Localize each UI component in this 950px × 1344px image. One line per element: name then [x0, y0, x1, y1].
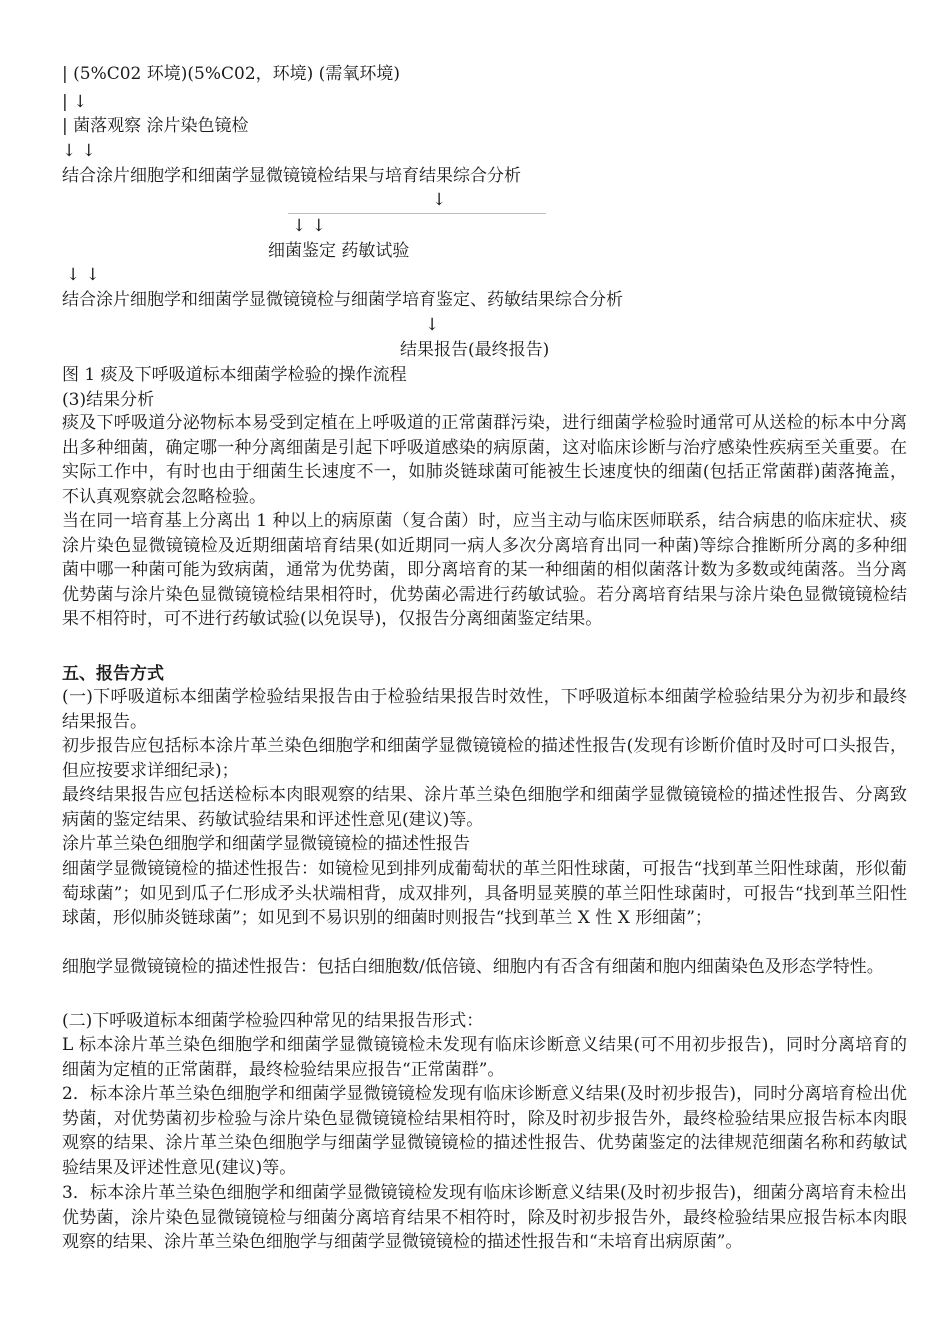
flow-line-environments: | (5%C02 环境)(5%C02，环境) (需氧环境) [62, 64, 400, 84]
flow-arrow-down: ↓ ↓ [62, 141, 96, 161]
flow-arrow-down: ↓ [432, 190, 447, 210]
paragraph-bacteriology-report: 细菌学显微镜镜检的描述性报告：如镜检见到排列成葡萄状的革兰阳性球菌，可报告“找到革兰阳性球菌，形似葡萄球菌”；如见到瓜子仁形成矛头状端相背，成双排列，具备明显荚膜的革兰阳性球菌时，可报告“找到革兰阳性球菌，形似肺炎链球菌”；如见到不易识别的细菌时则报告“找到革兰 X 性 X 形细菌”； [62, 859, 907, 929]
paragraph-result-analysis: 痰及下呼吸道分泌物标本易受到定植在上呼吸道的正常菌群污染，进行细菌学检验时通常可从送检的标本中分离出多种细菌，确定哪一种分离细菌是引起下呼吸道感染的病原菌，这对临床诊断与治疗感染性疾病至关重要。在实际工作中，有时也由于细菌生长速度不一，如肺炎链球菌可能被生长速度快的细菌(包括正常菌群)菌落掩盖，不认真观察就会忽略检验。 [62, 413, 907, 507]
paragraph-report-timing: (一)下呼吸道标本细菌学检验结果报告由于检验结果报告时效性，下呼吸道标本细菌学检验结果分为初步和最终结果报告。 [62, 687, 907, 732]
flow-arrow-down: ↓ [425, 315, 440, 335]
paragraph-form-2: 2．标本涂片革兰染色细胞学和细菌学显微镜镜检发现有临床诊断意义结果(及时初步报告)，同时分离培育检出优势菌，对优势菌初步检验与涂片染色显微镜镜检结果相符时，除及时初步报告外，最终检验结果应报告标本肉眼观察的结果、涂片革兰染色细胞学与细菌学显微镜镜检的描述性报告、优势菌鉴定的法律规范细菌名称和药敏试验结果及评述性意见(建议)等。 [62, 1084, 907, 1178]
paragraph-multiple-pathogens: 当在同一培育基上分离出 1 种以上的病原菌（复合菌）时，应当主动与临床医师联系，结合病患的临床症状、痰涂片染色显微镜镜检及近期细菌培育结果(如近期同一病人多次分离培育出同一种菌)等综合推断所分离的多种细菌中哪一种菌可能为致病菌，通常为优势菌，即分离培育的某一种细菌的相似菌落计数为多数或纯菌落。当分离优势菌与涂片染色显微镜镜检结果相符时，优势菌必需进行药敏试验。若分离培育结果与涂片染色显微镜镜检结果不相符时，可不进行药敏试验(以免误导)，仅报告分离细菌鉴定结果。 [62, 511, 907, 630]
paragraph-form-3: 3．标本涂片革兰染色细胞学和细菌学显微镜镜检发现有临床诊断意义结果(及时初步报告)，细菌分离培育未检出优势菌，涂片染色显微镜镜检与细菌分离培育结果不相符时，除及时初步报告外，最终检验结果应报告标本肉眼观察的结果、涂片革兰染色细胞学与细菌学显微镜镜检的描述性报告和“未培育出病原菌”。 [62, 1183, 907, 1253]
paragraph-form-1: L 标本涂片革兰染色细胞学和细菌学显微镜镜检未发现有临床诊断意义结果(可不用初步报告)，同时分离培育的细菌为定植的正常菌群，最终检验结果应报告“正常菌群”。 [62, 1035, 907, 1080]
flow-arrow-down: ↓ ↓ [292, 216, 326, 236]
paragraph-smear-heading: 涂片革兰染色细胞学和细菌学显微镜镜检的描述性报告 [62, 834, 470, 854]
section-heading-report-method: 五、报告方式 [62, 664, 164, 684]
figure-caption: 图 1 痰及下呼吸道标本细菌学检验的操作流程 [62, 365, 407, 385]
flow-line-final-analysis: 结合涂片细胞学和细菌学显微镜镜检与细菌学培育鉴定、药敏结果综合分析 [62, 290, 623, 310]
flow-line-combined-analysis: 结合涂片细胞学和细菌学显微镜镜检结果与培育结果综合分析 [62, 166, 521, 186]
flow-arrow-down: ↓ ↓ [66, 265, 100, 285]
paragraph-four-forms: (二)下呼吸道标本细菌学检验四种常见的结果报告形式： [62, 1011, 484, 1031]
flow-divider-line [288, 213, 546, 214]
subsection-title: (3)结果分析 [62, 390, 155, 410]
flow-arrow-down: | ↓ [62, 92, 88, 112]
flow-line-observation: | 菌落观察 涂片染色镜检 [62, 116, 249, 136]
flow-line-identification: 细菌鉴定 药敏试验 [268, 241, 410, 261]
paragraph-cytology-report: 细胞学显微镜镜检的描述性报告：包括白细胞数/低倍镜、细胞内有否含有细菌和胞内细菌染色及形态学特性。 [62, 957, 884, 977]
paragraph-preliminary-report: 初步报告应包括标本涂片革兰染色细胞学和细菌学显微镜镜检的描述性报告(发现有诊断价值时及时可口头报告，但应按要求详细纪录)； [62, 736, 907, 781]
flow-line-final-report: 结果报告(最终报告) [400, 340, 550, 360]
paragraph-final-report: 最终结果报告应包括送检标本肉眼观察的结果、涂片革兰染色细胞学和细菌学显微镜镜检的描述性报告、分离致病菌的鉴定结果、药敏试验结果和评述性意见(建议)等。 [62, 785, 907, 830]
